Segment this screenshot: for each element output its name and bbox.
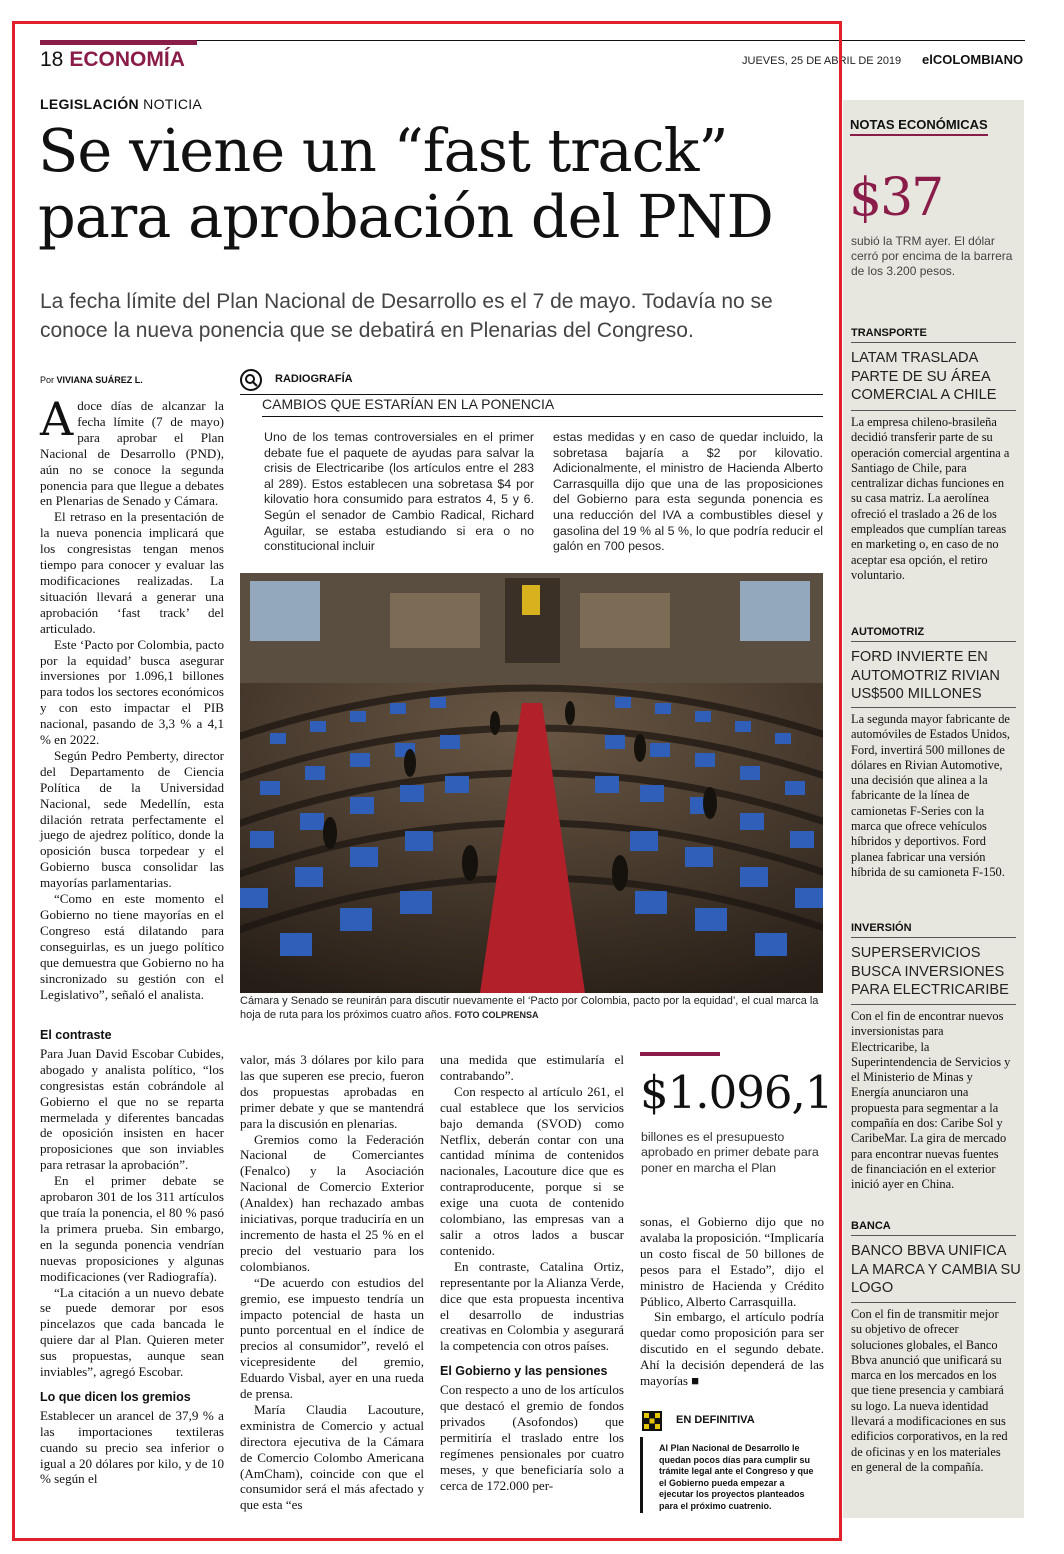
subhead-pensiones: El Gobierno y las pensiones [440,1364,608,1379]
paragraph [40,392,224,509]
paragraph: El retraso en la presentación de la nueva ponencia implicará que los congresistas tengan menos tiempo para conocer y evaluar las modificaciones realizadas. La situación llevará a generar una aprobación ‘fast track’ del articulado. [40,509,224,636]
byline-prefix: Por [40,375,57,385]
note-rule [851,1004,1016,1005]
congress-chamber-image [240,573,823,993]
congress-photo [240,573,823,993]
note-rule [851,1302,1016,1303]
checkered-icon [642,1411,662,1431]
en-definitiva-label: EN DEFINITIVA [676,1414,755,1426]
kicker-topic: LEGISLACIÓN [40,96,139,112]
radiografia-rule [240,394,823,395]
note-headline: BANCO BBVA UNIFICA LA MARCA Y CAMBIA SU LOGO [851,1243,1021,1296]
paragraph: Con respecto al artículo 261, el cual establece que los servicios bajo demanda (SVOD) como Netflix, deberán contar con una cantidad mínima de contenidos nacionales, Lacouture dice que es contraproducente, porque si se exige una cuota de contenido colombiano, las empresas van a salir a otros lados a buscar contenido. [440,1083,624,1258]
body-column-1-lower [40,1028,224,1487]
page-number: 18 [40,48,64,71]
highlight-bar [640,1052,720,1056]
paragraph: Gremios como la Federación Nacional de Comerciantes (Fenalco) y la Asociación Nacional de Comercio Exterior (Analdex) han rechazado ambas iniciativas, porque traduciría en un incremento de hasta el 25 % en el precio del vestuario para los colombianos. [240,1131,424,1274]
note-category: AUTOMOTRIZ [851,626,925,638]
note-body: Con el fin de transmitir mejor su objetivo de ofrecer soluciones globales, el Banco Bbva anunció que unificará su marca en los mercados en los que tiene presencia y cambiará su logo. La nueva identidad llevará a modificaciones en sus edificios corporativos, en la red de oficinas y en los materiales en general de la compañía. [851,1307,1008,1474]
magnifier-icon [240,369,262,391]
radiografia-label: RADIOGRAFÍA [275,373,353,385]
radiografia-rule-bottom [262,416,823,417]
body-column-4 [640,1214,824,1389]
paragraph: Este ‘Pacto por Colombia, pacto por la equidad’ busca asegurar inversiones por 1.096,1 billones para todos los sectores económicos y con esto impactar el PIB nacional, pasando de 3,3 % a 4,1 % en 2022. [40,636,224,748]
headline [38,118,828,250]
body-column-3 [440,1052,624,1493]
section-color-bar [40,40,197,45]
sidebar-big-number: $37 [849,168,943,228]
paragraph: sonas, el Gobierno dijo que no avalaba la proposición. “Implicaría un costo fiscal de 50 billones de pesos para el Estado”, dijo el ministro de Hacienda y Crédito Público, Alberto Carrasquilla. [640,1214,824,1309]
issue-date: JUEVES, 25 DE ABRIL DE 2019 [742,55,902,67]
note-body: La segunda mayor fabricante de automóviles de Estados Unidos, Ford, invertirá 500 millones de dólares en Rivian Automotive, una decisión que alinea a la fabricante de la línea de camionetas F-Series con la marca que ofrece vehículos híbridos y deportivos. Ford planea fabricar una versión híbrida de su camioneta F-150. [851,712,1010,879]
subhead-gremios: Lo que dicen los gremios [40,1389,191,1404]
note-rule [851,1235,1016,1236]
byline-author: VIVIANA SUÁREZ L. [56,375,143,385]
paragraph: valor, más 3 dólares por kilo para las que superen ese precio, fueron dos propuestas aprobadas en primer debate y que se mantendrá para la discusión en plenarias. [240,1052,424,1131]
paragraph: “De acuerdo con estudios del gremio, ese impuesto tendría un impacto potencial de hasta un punto porcentual en el índice de precios al consumidor”, reveló el vicepresidente del gremio, Eduardo Visbal, ayer en una rueda de prensa. [240,1274,424,1402]
radiografia-text-right: estas medidas y en caso de quedar incluido, la sobretasa bajaría a $2 por kilovatio. Adicionalmente, el ministro de Hacienda Alberto Carrasquilla dijo que una de las proposiciones del Gobierno para esta segunda ponencia es una reducción del IVA a combustibles diesel y gasolina del 19 % al 5 %, lo que podría reducir el galón en 700 pesos. [553,430,823,554]
paragraph: Establecer un arancel de 37,9 % a las importaciones textileras cuando su precio sea inferior o igual a 20 dólares por kilo, y de 10 % según el [40,1407,224,1487]
paragraph: Según Pedro Pemberty, director del Departamento de Ciencia Política de la Universidad Nacional, sede Medellín, esta dilación retrata perfectamente el juego de ajedrez político, donde la oposición busca torpedear y el Gobierno busca consolidar las mayorías parlamentarias. [40,747,224,891]
paragraph-text: doce días de alcanzar la fecha límite (7 de mayo) para aprobar el Plan Nacional de Desarrollo (PND), aún no se conoce la segunda ponencia para que llegue a debates en Plenarias de Senado y Cámara. [40,398,224,509]
note-body: La empresa chileno-brasileña decidió transferir parte de su operación comercial argentina a Santiago de Chile, para centralizar dichas funciones en su casa matriz. La aerolínea ofreció el traslado a 26 de los empleados que cumplían tareas en marketing o, en caso de no aceptar esa opción, el retiro voluntario. [851,415,1010,582]
note-body: Con el fin de encontrar nuevos inversionistas para Electricaribe, la Superintendencia de Servicios y el Ministerio de Minas y Energía anunciaron una propuesta para segmentar a la compañía en dos: Caribe Sol y CaribeMar. La gira de mercado para encontrar nuevas fuentes de financiación en el exterior inició ayer en China. [851,1009,1011,1192]
page-header [40,48,185,72]
note-rule [851,410,1016,411]
sidebar-title: NOTAS ECONÓMICAS [850,117,988,136]
headline-line-1: Se viene un “fast track” [38,116,728,185]
note-headline: SUPERSERVICIOS BUSCA INVERSIONES PARA ELECTRICARIBE [851,945,1009,998]
note-headline: FORD INVIERTE EN AUTOMOTRIZ RIVIAN US$500 MILLONES [851,649,1000,702]
paragraph: una medida que estimularía el contrabando”. [440,1052,624,1083]
note-headline: LATAM TRASLADA PARTE DE SU ÁREA COMERCIAL A CHILE [851,350,997,403]
headline-line-2: para aprobación del PND [38,182,773,251]
note-category: TRANSPORTE [851,327,927,339]
article-deck: La fecha límite del Plan Nacional de Desarrollo es el 7 de mayo. Todavía no se conoce la nueva ponencia que se debatirá en Plenarias del Congreso. [40,290,773,342]
radiografia-text-left: Uno de los temas controversiales en el primer debate fue el paquete de ayudas para salvar la crisis de Electricaribe (los artículos entre el 283 al 289). Estos establecen una sobretasa $4 por kilovatio hora consumido para estratos 4, 5 y 6. Según el senador de Cambio Radical, Richard Aguilar, se estaba estudiando si era o no constitucional incluir [264,430,534,554]
sidebar-big-text: subió la TRM ayer. El dólar cerró por encima de la barrera de los 3.200 pesos. [851,234,1013,278]
note-rule [851,641,1016,642]
paragraph: Sin embargo, el artículo podría quedar como proposición para ser discutido en el segundo debate. Ahí la decisión dependerá de las mayorías ■ [640,1309,824,1389]
radiografia-title: CAMBIOS QUE ESTARÍAN EN LA PONENCIA [262,396,555,412]
en-definitiva-box: Al Plan Nacional de Desarrollo le quedan pocos días para cumplir su trámite legal ante el Congreso y que el Gobierno pueda empezar a ejecutar los proyectos planteados para el próximo cuatrenio. [640,1437,823,1513]
paragraph: María Claudia Lacouture, exministra de Comercio y actual directora ejecutiva de la Cámara de Comercio Colombo Americana (AmCham), coincide con que el consumidor será el más afectado y que esta “es [240,1401,424,1513]
note-category: INVERSIÓN [851,922,912,934]
photo-credit: FOTO COLPRENSA [454,1010,539,1020]
photo-caption [240,994,823,1022]
body-column-2 [240,1052,424,1513]
section-name: ECONOMÍA [69,48,185,71]
kicker-type: NOTICIA [138,96,203,112]
newspaper-brand: elCOLOMBIANO [922,52,1024,67]
note-category: BANCA [851,1220,891,1232]
article-kicker [40,96,202,112]
paragraph: En contraste, Catalina Ortiz, representante por la Alianza Verde, dice que esta propuesta incentiva el desarrollo de industrias creativas en Colombia y asegurará la competencia con otros países. [440,1258,624,1354]
highlight-text: billones es el presupuesto aprobado en primer debate para poner en marcha el Plan [641,1130,819,1175]
subhead-contraste: El contraste [40,1028,112,1042]
highlight-number: $1.096,1 [640,1066,833,1119]
body-column-1 [40,392,224,1002]
byline [40,375,143,385]
paragraph: En el primer debate se aprobaron 301 de los 311 artículos que traía la ponencia, el 80 % pasó la primera prueba. Sin embargo, en la segunda ponencia vendrían nuevas proposiciones y algunas modificaciones (ver Radiografía). [40,1173,224,1284]
note-rule [851,937,1016,938]
drop-cap: A [40,392,74,446]
paragraph: Para Juan David Escobar Cubides, abogado y analista político, “los congresistas están cobrándole al Gobierno el que no se reparta mermelada y diferentes bancadas de oposición insisten en hacer proposiciones que son inviables para retrasar la aprobación”. [40,1045,224,1173]
note-rule [851,707,1016,708]
paragraph: “Como en este momento el Gobierno no tiene mayorías en el Congreso está dilatando para conseguirlas, es un juego político que demuestra que Gobierno no ha sincronizado su gestión con el Legislativo”, señaló el analista. [40,891,224,1002]
paragraph: “La citación a un nuevo debate se puede demorar por esos pincelazos que cada bancada le quiere dar al Plan. Quieren meter sus propuestas, aunque sean inviables”, agregó Escobar. [40,1284,224,1380]
paragraph: Con respecto a uno de los artículos que destacó el gremio de fondos privados (Asofondos) que permitiría el traslado entre los regímenes pensionales por cuatro meses, y que beneficiaría solo a cerca de 172.000 per- [440,1382,624,1493]
caption-text: Cámara y Senado se reunirán para discutir nuevamente el ‘Pacto por Colombia, pacto por la equidad’, el cual marca la hoja de ruta para los próximos cuatro años. [240,995,819,1021]
note-rule [851,342,1016,343]
